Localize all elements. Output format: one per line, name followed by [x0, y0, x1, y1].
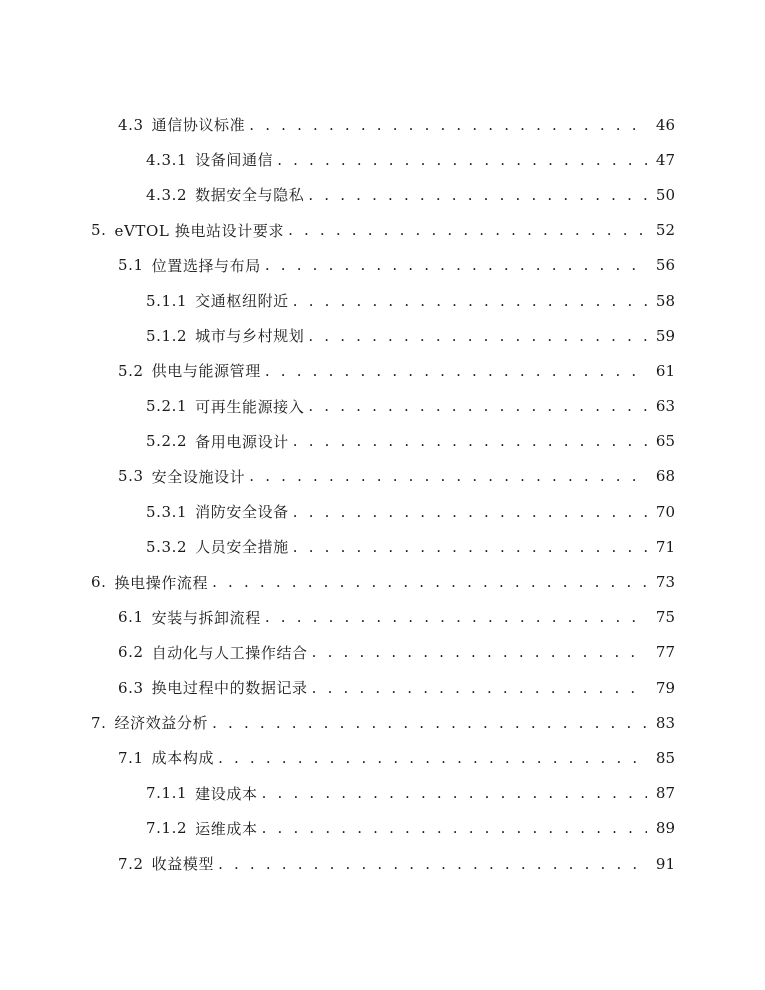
toc-entry-page: 46: [655, 115, 675, 134]
toc-entry-page: 70: [655, 502, 675, 521]
toc-entry-page: 75: [655, 608, 675, 627]
toc-entry-4-3-2[interactable]: [0, 177, 765, 212]
toc-entry-page: 83: [655, 713, 675, 732]
toc-entry-5-1[interactable]: [0, 248, 765, 283]
toc-entry-number: 4.3.2: [146, 185, 188, 204]
toc-entry-5-2-2[interactable]: [0, 424, 765, 459]
toc-leader-dots: [293, 432, 647, 450]
toc-entry-number: 6.1: [118, 608, 144, 627]
toc-entry-number: 5.3.1: [146, 502, 188, 521]
toc-leader-dots: [277, 151, 647, 169]
toc-entry-5-1-1[interactable]: [0, 283, 765, 318]
toc-entry-page: 71: [655, 537, 675, 556]
toc-entry-title: 安装与拆卸流程: [151, 608, 261, 627]
toc-entry-title: eVTOL 换电站设计要求: [114, 221, 285, 240]
toc-entry-page: 59: [655, 326, 675, 345]
toc-entry-5-3-1[interactable]: [0, 494, 765, 529]
toc-entry-page: 65: [655, 432, 675, 451]
toc-leader-dots: [288, 221, 647, 239]
toc-entry-title: 备用电源设计: [195, 432, 289, 451]
toc-entry-title: 安全设施设计: [151, 467, 246, 486]
toc-entry-page: 85: [655, 748, 675, 767]
toc-entry-title: 城市与乡村规划: [195, 327, 305, 346]
toc-leader-dots: [293, 503, 647, 521]
toc-entry-number: 6.2: [118, 643, 144, 662]
toc-entry-title: 运维成本: [195, 819, 258, 838]
toc-entry-number: 7.1.2: [146, 819, 188, 838]
toc-entry-number: 5.1.1: [146, 291, 188, 310]
toc-entry-number: 6.3: [118, 678, 144, 697]
toc-leader-dots: [262, 784, 647, 802]
toc-entry-title: 经济效益分析: [114, 714, 209, 733]
toc-entry-7-1-2[interactable]: [0, 811, 765, 846]
toc-leader-dots: [212, 573, 647, 591]
toc-entry-page: 91: [655, 854, 675, 873]
toc-leader-dots: [308, 397, 647, 415]
toc-entry-title: 供电与能源管理: [151, 362, 261, 381]
toc-entry-6-3[interactable]: [0, 670, 765, 705]
toc-entry-page: 89: [655, 819, 675, 838]
toc-entry-number: 6.: [91, 573, 107, 592]
toc-entry-title: 数据安全与隐私: [195, 186, 305, 205]
toc-entry-number: 4.3.1: [146, 150, 188, 169]
toc-entry-number: 7.2: [118, 854, 144, 873]
toc-entry-page: 50: [655, 185, 675, 204]
toc-entry-title: 换电操作流程: [114, 573, 209, 592]
toc-entry-7-1-1[interactable]: [0, 776, 765, 811]
toc-entry-page: 52: [655, 221, 675, 240]
toc-leader-dots: [308, 327, 647, 345]
toc-entry-5-2-1[interactable]: [0, 389, 765, 424]
toc-entry-number: 5.1: [118, 256, 144, 275]
toc-leader-dots: [308, 186, 647, 204]
toc-entry-6-1[interactable]: [0, 600, 765, 635]
toc-entry-5-1-2[interactable]: [0, 318, 765, 353]
toc-entry-number: 5.2.2: [146, 432, 188, 451]
toc-entry-title: 成本构成: [151, 749, 215, 768]
toc-entry-title: 位置选择与布局: [151, 256, 261, 275]
toc-entry-title: 收益模型: [151, 855, 215, 874]
toc-entry-number: 7.1: [118, 748, 144, 767]
toc-entry-4-3[interactable]: [0, 107, 765, 142]
toc-entry-5[interactable]: [0, 213, 765, 248]
toc-entry-7-1[interactable]: [0, 740, 765, 775]
toc-entry-title: 交通枢纽附近: [195, 292, 289, 311]
toc-entry-page: 56: [655, 256, 675, 275]
toc-entry-page: 47: [655, 150, 675, 169]
toc-entry-number: 5.2: [118, 361, 144, 380]
toc-entry-number: 5.3: [118, 467, 144, 486]
toc-entry-number: 4.3: [118, 115, 144, 134]
toc-entry-number: 7.: [91, 713, 107, 732]
toc-entry-title: 设备间通信: [195, 151, 274, 170]
toc-entry-title: 消防安全设备: [195, 503, 289, 522]
toc-entry-5-3[interactable]: [0, 459, 765, 494]
toc-entry-page: 79: [655, 678, 675, 697]
toc-entry-7-2[interactable]: [0, 846, 765, 881]
toc-leader-dots: [265, 362, 647, 380]
toc-entry-number: 7.1.1: [146, 784, 188, 803]
toc-leader-dots: [265, 256, 647, 274]
toc-leader-dots: [293, 538, 647, 556]
toc-entry-7[interactable]: [0, 705, 765, 740]
toc-entry-title: 通信协议标准: [151, 116, 246, 135]
toc-entry-page: 73: [655, 573, 675, 592]
toc-leader-dots: [312, 679, 647, 697]
toc-entry-page: 63: [655, 397, 675, 416]
toc-entry-number: 5.: [91, 221, 107, 240]
toc-entry-6-2[interactable]: [0, 635, 765, 670]
toc-entry-title: 人员安全措施: [195, 538, 289, 557]
toc-entry-5-3-2[interactable]: [0, 529, 765, 564]
toc-entry-page: 61: [655, 361, 675, 380]
toc-leader-dots: [212, 714, 647, 732]
toc-leader-dots: [218, 855, 647, 873]
toc-entry-page: 68: [655, 467, 675, 486]
toc-entry-5-2[interactable]: [0, 353, 765, 388]
toc-entry-number: 5.3.2: [146, 537, 188, 556]
toc-entry-title: 自动化与人工操作结合: [151, 643, 308, 662]
toc-entry-page: 87: [655, 784, 675, 803]
toc-leader-dots: [265, 608, 647, 626]
toc-entry-title: 可再生能源接入: [195, 397, 305, 416]
toc-leader-dots: [249, 116, 647, 134]
toc-leader-dots: [218, 749, 647, 767]
toc-leader-dots: [312, 643, 647, 661]
toc-entry-4-3-1[interactable]: [0, 142, 765, 177]
toc-entry-page: 77: [655, 643, 675, 662]
toc-entry-page: 58: [655, 291, 675, 310]
toc-leader-dots: [249, 467, 647, 485]
toc-leader-dots: [262, 819, 647, 837]
toc-entry-title: 建设成本: [195, 784, 258, 803]
toc-entry-number: 5.1.2: [146, 326, 188, 345]
toc-entry-number: 5.2.1: [146, 397, 188, 416]
table-of-contents: [0, 107, 765, 881]
toc-entry-title: 换电过程中的数据记录: [151, 679, 308, 698]
toc-entry-6[interactable]: [0, 564, 765, 599]
toc-leader-dots: [293, 292, 647, 310]
